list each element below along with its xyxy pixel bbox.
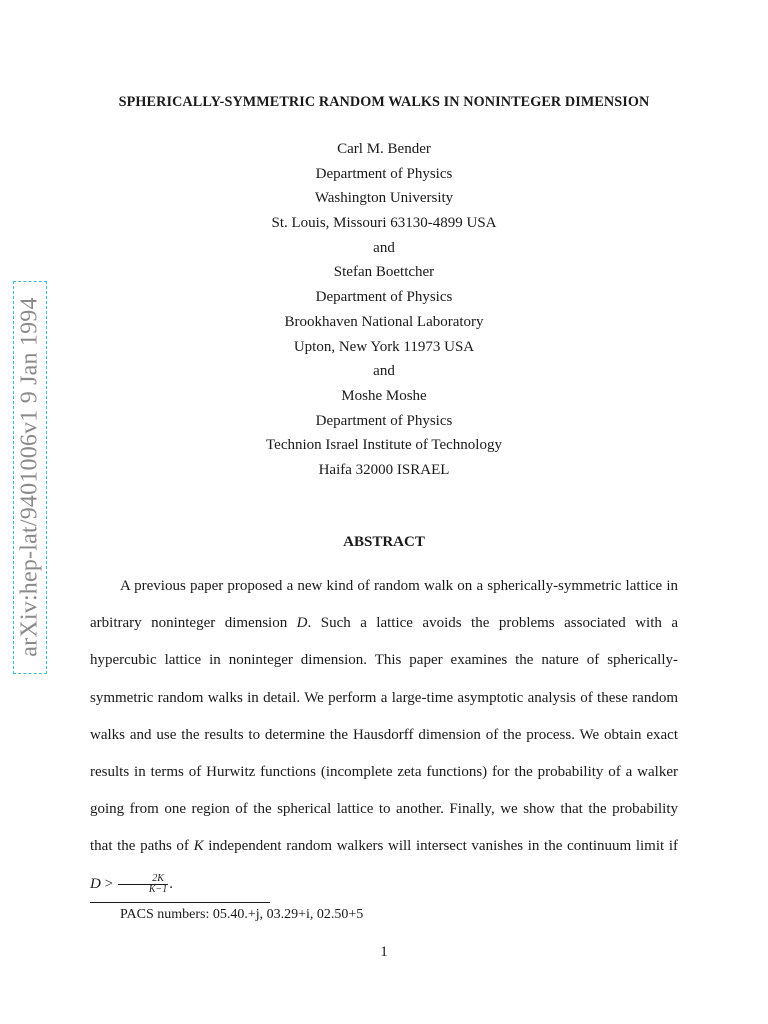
affiliation-department: Department of Physics: [315, 165, 453, 182]
arxiv-stamp: arXiv:hep-lat/9401006v1 9 Jan 1994: [16, 297, 43, 657]
author-name: Carl M. Bender: [337, 141, 431, 157]
abstract-text: . Such a lattice avoids the problems associated with a hypercubic lattice in noninteger dimension. This paper examines the nature of spherically-symmetric random walks in detail. We perform a large-time asymptotic analysis of these random walks and use the results to determine the Hausdorff dimension of the process. We obtain exact results in terms of Hurwitz functions (incomplete zeta functions) for the probability of a walker going from one region of the spherical lattice to another. Finally, we show that the probability that the paths of: [90, 615, 678, 855]
math-variable: K: [193, 838, 204, 855]
author-name: Moshe Moshe: [341, 387, 427, 404]
fraction-numerator: 2K: [118, 874, 168, 885]
abstract-text: independent random walkers will intersect vanishes in the continuum limit if: [203, 838, 679, 855]
abstract-text: A previous paper proposed a new kind of random walk on a spherically-symmetric lattice in arbitrary noninteger dimension: [90, 578, 678, 632]
fraction-denominator: K−1: [148, 883, 168, 895]
author-name: Stefan Boettcher: [333, 264, 435, 281]
page-number: 1: [380, 944, 388, 960]
abstract-body: [90, 568, 678, 903]
paper-title: SPHERICALLY-SYMMETRIC RANDOM WALKS IN NONINTEGER DIMENSION: [118, 94, 650, 110]
affiliation-address: Haifa 32000 ISRAEL: [318, 461, 450, 478]
affiliation-department: Department of Physics: [315, 412, 453, 429]
affiliation-address: Upton, New York 11973 USA: [293, 338, 475, 355]
math-fraction: [118, 874, 168, 895]
affiliation-institution: Washington University: [314, 190, 454, 207]
footnote-pacs: PACS numbers: 05.40.+j, 03.29+i, 02.50+5: [120, 907, 364, 922]
affiliation-address: St. Louis, Missouri 63130-4899 USA: [271, 215, 497, 232]
abstract-text: .: [169, 875, 173, 892]
affiliation-institution: Brookhaven National Laboratory: [284, 313, 484, 330]
math-variable: D: [296, 615, 308, 632]
author-separator: and: [373, 363, 395, 380]
abstract-heading: ABSTRACT: [343, 534, 425, 550]
affiliation-institution: Technion Israel Institute of Technology: [266, 437, 502, 454]
math-operator: >: [100, 875, 117, 892]
abstract-paragraph: [90, 568, 678, 903]
footnote-rule: [90, 902, 270, 903]
author-separator: and: [373, 239, 395, 256]
author-affiliations: [0, 137, 768, 483]
affiliation-department: Department of Physics: [315, 289, 453, 306]
math-variable: D: [90, 875, 101, 892]
